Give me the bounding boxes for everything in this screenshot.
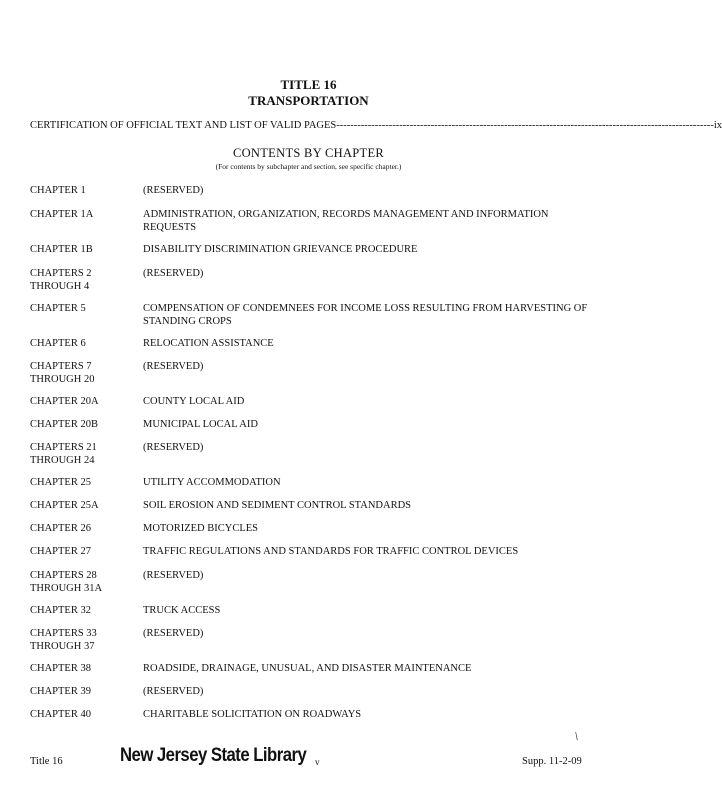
chapter-title: COUNTY LOCAL AID bbox=[143, 396, 245, 407]
supplement-date: Supp. 11-2-09 bbox=[522, 756, 582, 767]
title-number: TITLE 16 bbox=[280, 77, 337, 92]
chapter-title: TRAFFIC REGULATIONS AND STANDARDS FOR TRAFFIC CONTROL DEVICES bbox=[143, 546, 519, 557]
chapter-title: TRUCK ACCESS bbox=[143, 605, 221, 616]
chapter-title: (RESERVED) bbox=[143, 185, 204, 196]
chapter-number: CHAPTER 32 bbox=[30, 605, 91, 616]
chapter-row bbox=[30, 337, 590, 350]
chapter-title: MUNICIPAL LOCAL AID bbox=[143, 419, 258, 430]
chapter-number: CHAPTER 6 bbox=[30, 338, 86, 349]
chapter-row bbox=[30, 360, 590, 386]
chapter-number: CHAPTER 20B bbox=[30, 419, 98, 430]
chapter-number: CHAPTER 26 bbox=[30, 523, 91, 534]
chapter-number: CHAPTER 40 bbox=[30, 709, 91, 720]
chapter-number: CHAPTERS 28 THROUGH 31A bbox=[30, 570, 103, 594]
chapter-row bbox=[30, 418, 590, 431]
title-name: TRANSPORTATION bbox=[248, 93, 369, 108]
chapter-title: (RESERVED) bbox=[143, 268, 204, 279]
chapter-row bbox=[30, 476, 590, 489]
chapter-title: ADMINISTRATION, ORGANIZATION, RECORDS MANAGEMENT AND INFORMATION REQUESTS bbox=[143, 209, 549, 233]
chapter-title: (RESERVED) bbox=[143, 361, 204, 372]
chapter-row bbox=[30, 499, 590, 512]
chapter-title: MOTORIZED BICYCLES bbox=[143, 523, 259, 534]
corner-mark: / bbox=[571, 729, 582, 743]
chapter-title: COMPENSATION OF CONDEMNEES FOR INCOME LOSS RESULTING FROM HARVESTING OF STANDING CROPS bbox=[143, 303, 588, 327]
chapter-title: RELOCATION ASSISTANCE bbox=[143, 338, 274, 349]
chapter-row bbox=[30, 708, 590, 721]
chapter-title: (RESERVED) bbox=[143, 570, 204, 581]
dot-leader: ------------------------------------------------------------------------------------------------------------ bbox=[336, 120, 714, 131]
chapter-row bbox=[30, 522, 590, 535]
chapter-number: CHAPTERS 2 THROUGH 4 bbox=[30, 268, 92, 292]
chapter-number: CHAPTER 5 bbox=[30, 303, 86, 314]
chapter-row bbox=[30, 267, 590, 293]
certification-label: CERTIFICATION OF OFFICIAL TEXT AND LIST OF VALID PAGES bbox=[30, 120, 337, 131]
chapter-number: CHAPTER 25A bbox=[30, 500, 99, 511]
chapter-number: CHAPTERS 33 THROUGH 37 bbox=[30, 628, 97, 652]
chapter-number: CHAPTER 1A bbox=[30, 209, 94, 220]
chapter-title: SOIL EROSION AND SEDIMENT CONTROL STANDARDS bbox=[143, 500, 411, 511]
chapter-row bbox=[30, 184, 590, 197]
contents-heading: CONTENTS BY CHAPTER bbox=[232, 146, 385, 160]
chapter-number: CHAPTER 38 bbox=[30, 663, 91, 674]
chapter-title: UTILITY ACCOMMODATION bbox=[143, 477, 281, 488]
chapter-title: CHARITABLE SOLICITATION ON ROADWAYS bbox=[143, 709, 362, 720]
chapter-title: (RESERVED) bbox=[143, 628, 204, 639]
chapter-number: CHAPTER 20A bbox=[30, 396, 99, 407]
chapter-number: CHAPTERS 21 THROUGH 24 bbox=[30, 442, 97, 466]
chapter-number: CHAPTER 1 bbox=[30, 185, 86, 196]
chapter-row bbox=[30, 685, 590, 698]
footer-title: Title 16 bbox=[30, 756, 63, 767]
chapter-number: CHAPTER 1B bbox=[30, 244, 93, 255]
chapter-row bbox=[30, 441, 590, 467]
chapter-row bbox=[30, 545, 590, 558]
chapter-row bbox=[30, 662, 590, 675]
chapter-number: CHAPTER 27 bbox=[30, 546, 91, 557]
chapter-number: CHAPTER 25 bbox=[30, 477, 91, 488]
chapter-title: (RESERVED) bbox=[143, 686, 204, 697]
chapter-row bbox=[30, 243, 590, 256]
chapter-row bbox=[30, 395, 590, 408]
chapter-row bbox=[30, 302, 590, 328]
contents-subheading: (For contents by subchapter and section, see specific chapter.) bbox=[215, 162, 402, 171]
chapter-title: DISABILITY DISCRIMINATION GRIEVANCE PROCEDURE bbox=[143, 244, 418, 255]
chapter-row bbox=[30, 208, 590, 234]
certification-line bbox=[30, 120, 722, 131]
chapter-row bbox=[30, 569, 590, 595]
chapter-number: CHAPTERS 7 THROUGH 20 bbox=[30, 361, 95, 385]
page-number: v bbox=[315, 757, 320, 767]
library-stamp: New Jersey State Library bbox=[120, 745, 307, 766]
chapter-row bbox=[30, 627, 590, 653]
chapter-title: ROADSIDE, DRAINAGE, UNUSUAL, AND DISASTER MAINTENANCE bbox=[143, 663, 472, 674]
chapter-title: (RESERVED) bbox=[143, 442, 204, 453]
chapter-row bbox=[30, 604, 590, 617]
chapter-number: CHAPTER 39 bbox=[30, 686, 91, 697]
certification-page: ix bbox=[713, 120, 722, 131]
